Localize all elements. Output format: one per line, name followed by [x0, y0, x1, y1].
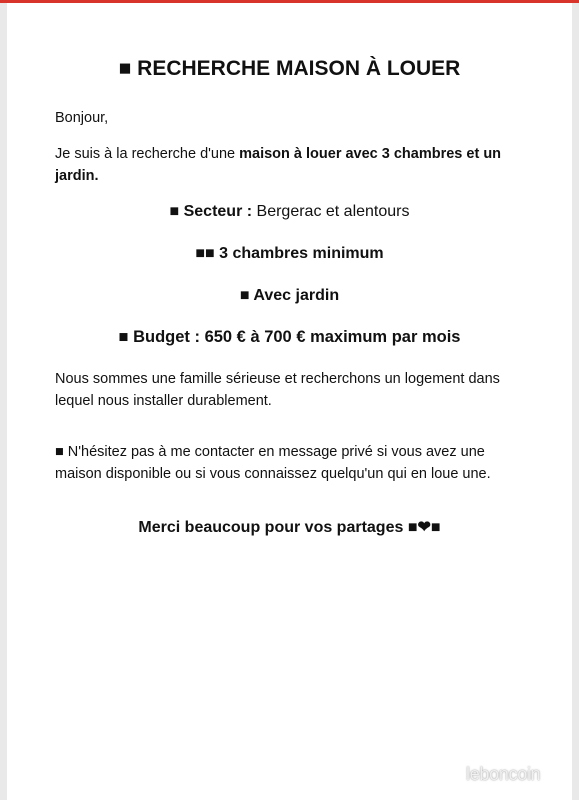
document-title: ■ RECHERCHE MAISON À LOUER	[118, 57, 461, 80]
family-paragraph	[55, 368, 535, 412]
sector-line	[0, 203, 579, 221]
contact-text-line2: maison disponible ou si vous connaissez quelqu'un qui en loue une.	[55, 466, 491, 482]
sector-label: ■ Secteur :	[169, 203, 253, 220]
budget-line: ■ Budget : 650 € à 700 € maximum par mois	[118, 328, 461, 346]
contact-text-line1: ■ N'hésitez pas à me contacter en message privé si vous avez une	[55, 444, 485, 460]
sector-value: Bergerac et alentours	[252, 203, 410, 220]
intro-highlight: maison à louer avec 3 chambres et un	[239, 146, 502, 162]
thanks-line: Merci beaucoup pour vos partages ■❤■	[138, 519, 441, 536]
contact-paragraph	[55, 441, 535, 485]
leboncoin-watermark: leboncoin	[466, 764, 541, 784]
family-text-line1: Nous sommes une famille sérieuse et recherchons un logement dans	[55, 371, 500, 387]
rooms-line: ■■ 3 chambres minimum	[195, 245, 384, 262]
intro-paragraph	[55, 143, 535, 187]
intro-text: Je suis à la recherche d'une	[55, 146, 240, 162]
intro-highlight-end: jardin.	[55, 168, 99, 184]
family-text-line2: lequel nous installer durablement.	[55, 393, 272, 409]
greeting: Bonjour,	[55, 110, 109, 126]
garden-line: ■ Avec jardin	[239, 287, 340, 304]
